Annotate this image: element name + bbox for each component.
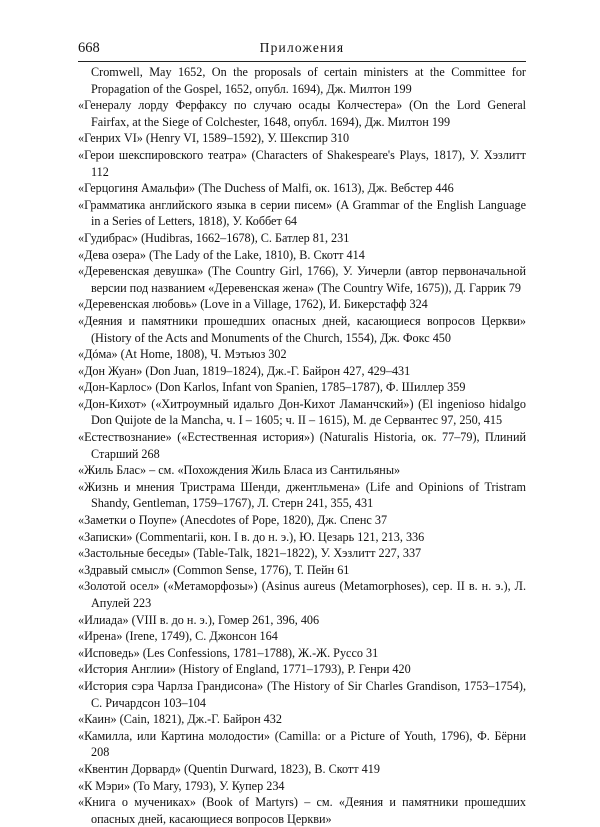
index-entry: «Герцогиня Амальфи» (The Duchess of Malfi, ок. 1613), Дж. Вебстер 446 bbox=[78, 181, 454, 196]
index-entry: «История сэра Чарлза Грандисона» (The History of Sir Charles Grandison, 1753–1754), С. Ричардсон 103–104 bbox=[78, 678, 526, 710]
running-title: Приложения bbox=[259, 40, 345, 55]
index-entry: «Здравый смысл» (Common Sense, 1776), Т. Пейн 61 bbox=[78, 562, 350, 577]
page-content bbox=[78, 40, 526, 827]
index-entry: «Деревенская девушка» (The Country Girl, 1766), У. Уичерли (автор первоначальной версии под названием «Деревенская жена» (The Country Wife, 1675)), Д. Гаррик 79 bbox=[78, 264, 526, 295]
index-entry: «История Англии» (History of England, 1771–1793), Р. Генри 420 bbox=[78, 662, 411, 677]
index-entry: «Ирена» (Irene, 1749), С. Джонсон 164 bbox=[78, 629, 278, 644]
index-entry: «Дон Жуан» (Don Juan, 1819–1824), Дж.-Г. Байрон 427, 429–431 bbox=[78, 363, 411, 378]
index-entry: «Дева озера» (The Lady of the Lake, 1810), В. Скотт 414 bbox=[78, 247, 365, 262]
index-entry: «Естествознание» («Естественная история») (Naturalis Historia, ок. 77–79), Плиний Старший 268 bbox=[78, 430, 526, 461]
index-entry: «Записки» (Commentarii, кон. I в. до н. э.), Ю. Цезарь 121, 213, 336 bbox=[78, 529, 425, 544]
index-entry: «Генералу лорду Ферфаксу по случаю осады Колчестера» (On the Lord General Fairfax, at the Siege of Colchester, 1648, опубл. 1694), Дж. Милтон 199 bbox=[78, 98, 526, 129]
page-header bbox=[78, 40, 526, 58]
index-entry: «Деяния и памятники прошедших опасных дней, касающиеся вопросов Церкви» (History of the Acts and Monuments of the Church, 1554), Дж. Фокс 450 bbox=[78, 313, 526, 345]
index-entry: «Илиада» (VIII в. до н. э.), Гомер 261, 396, 406 bbox=[78, 612, 320, 627]
index-entry: «Жиль Блас» – см. «Похождения Жиль Бласа из Сантильяны» bbox=[78, 463, 401, 478]
index-entry: «Генрих VI» (Henry VI, 1589–1592), У. Шекспир 310 bbox=[78, 131, 350, 146]
index-entry: «Грамматика английского языка в серии писем» (A Grammar of the English Language in a Series of Letters, 1818), У. Коббет 64 bbox=[78, 197, 526, 229]
index-entry: «Дóма» (At Home, 1808), Ч. Мэтьюз 302 bbox=[78, 347, 287, 362]
index-entries bbox=[78, 64, 526, 827]
index-entry: «Дон-Кихот» («Хитроумный идальго Дон-Кихот Ламанчский») (El ingenioso hidalgo Don Quijote de la Mancha, ч. I – 1605; ч. II – 1615), М. де Сервантес 97, 250, 415 bbox=[78, 396, 526, 428]
index-entry: «Золотой осел» («Метаморфозы») (Asinus aureus (Metamorphoses), сер. II в. н. э.), Л. Апулей 223 bbox=[78, 579, 526, 610]
index-entry: «Заметки о Поупе» (Anecdotes of Pope, 1820), Дж. Спенс 37 bbox=[78, 513, 388, 528]
index-entry: «Исповедь» (Les Confessions, 1781–1788), Ж.-Ж. Руссо 31 bbox=[78, 645, 379, 660]
index-entry: «Гудибрас» (Hudibras, 1662–1678), С. Батлер 81, 231 bbox=[78, 230, 350, 245]
index-entry: «Книга о мучениках» (Book of Martyrs) – см. «Деяния и памятники прошедших опасных дней, касающиеся вопросов Церкви» bbox=[78, 795, 526, 826]
page-number: 668 bbox=[78, 40, 100, 56]
index-entry: «Дон-Карлос» (Don Karlos, Infant von Spanien, 1785–1787), Ф. Шиллер 359 bbox=[78, 380, 466, 395]
index-entry: «Каин» (Cain, 1821), Дж.-Г. Байрон 432 bbox=[78, 712, 282, 727]
index-entry: «Камилла, или Картина молодости» (Camilla: or a Picture of Youth, 1796), Ф. Бёрни 208 bbox=[78, 728, 526, 760]
index-entry: «Герои шекспировского театра» (Characters of Shakespeare's Plays, 1817), У. Хэзлитт 112 bbox=[78, 147, 526, 179]
index-entry: «Застольные беседы» (Table-Talk, 1821–1822), У. Хэзлитт 227, 337 bbox=[78, 546, 422, 561]
index-entry: Cromwell, May 1652, On the proposals of certain ministers at the Committee for Propagation of the Gospel, 1652, опубл. 1694), Дж. Милтон 199 bbox=[91, 65, 526, 96]
index-entry: «Квентин Дорвард» (Quentin Durward, 1823), В. Скотт 419 bbox=[78, 761, 380, 776]
index-entry: «Деревенская любовь» (Love in a Village, 1762), И. Бикерстафф 324 bbox=[78, 297, 428, 312]
header-rule bbox=[78, 61, 526, 62]
index-entry: «Жизнь и мнения Тристрама Шенди, джентльмена» (Life and Opinions of Tristram Shandy, Gentleman, 1759–1767), Л. Стерн 241, 355, 431 bbox=[78, 479, 526, 511]
index-entry: «К Мэри» (To Mary, 1793), У. Купер 234 bbox=[78, 778, 285, 793]
